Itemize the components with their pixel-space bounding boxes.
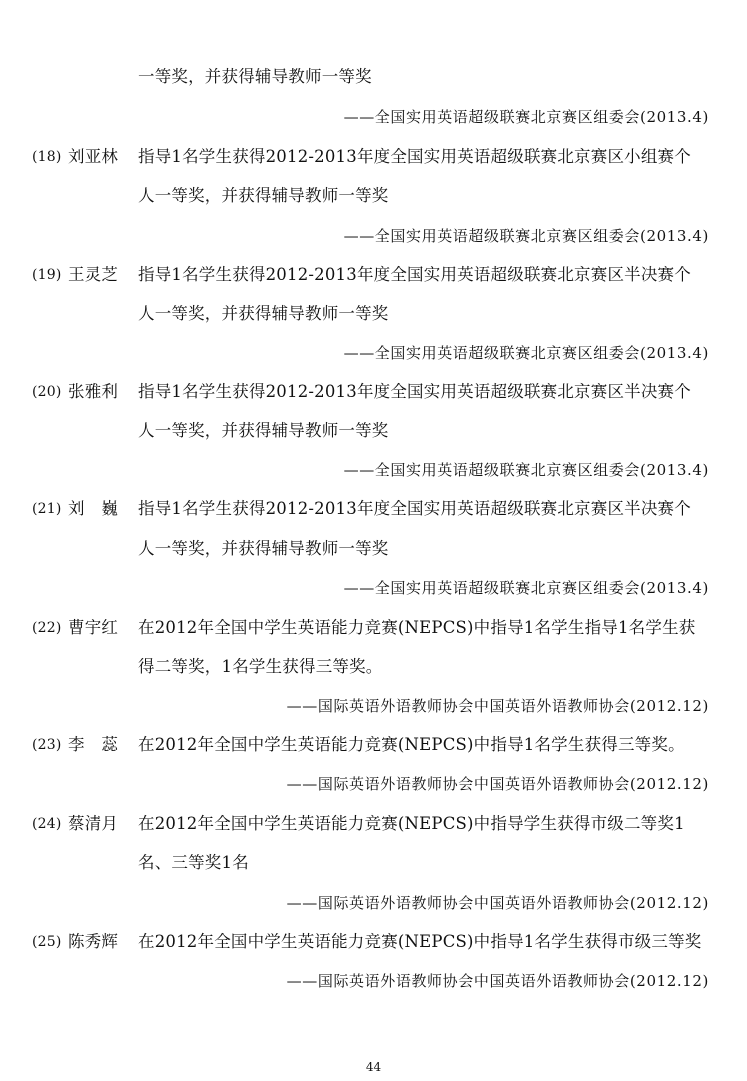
entry-text-line1: 在2012年全国中学生英语能力竞赛(NEPCS)中指导学生获得市级二等奖1 bbox=[138, 814, 685, 833]
entry-22-source: ——国际英语外语教师协会中国英语外语教师协会(2012.12) bbox=[286, 697, 709, 715]
entry-text-line1: 在2012年全国中学生英语能力竞赛(NEPCS)中指导1名学生获得三等奖。 bbox=[138, 735, 685, 754]
entry-name: 陈秀辉 bbox=[68, 932, 119, 951]
entry-number: (21) bbox=[32, 501, 62, 517]
entry-19-source: ——全国实用英语超级联赛北京赛区组委会(2013.4) bbox=[343, 344, 709, 362]
entry-number: (25) bbox=[32, 934, 62, 950]
entry-20-source: ——全国实用英语超级联赛北京赛区组委会(2013.4) bbox=[343, 461, 709, 479]
entry-name: 王灵芝 bbox=[68, 265, 119, 284]
entry-number: (23) bbox=[32, 737, 62, 753]
entry-20-line2: 人一等奖，并获得辅导教师一等奖 bbox=[138, 421, 389, 440]
entry-25-source: ——国际英语外语教师协会中国英语外语教师协会(2012.12) bbox=[286, 972, 709, 990]
entry-name: 张雅利 bbox=[68, 382, 119, 401]
entry-name: 李 蕊 bbox=[68, 735, 119, 754]
entry-22-line2: 得二等奖，1名学生获得三等奖。 bbox=[138, 657, 383, 676]
entry-number: (22) bbox=[32, 620, 62, 636]
entry-text-line1: 在2012年全国中学生英语能力竞赛(NEPCS)中指导1名学生获得市级三等奖 bbox=[138, 932, 702, 951]
entry-text-line1: 指导1名学生获得2012-2013年度全国实用英语超级联赛北京赛区半决赛个 bbox=[138, 499, 691, 518]
intro-source: ——全国实用英语超级联赛北京赛区组委会(2013.4) bbox=[343, 108, 709, 126]
entry-name: 曹宇红 bbox=[68, 618, 119, 637]
entry-21-source: ——全国实用英语超级联赛北京赛区组委会(2013.4) bbox=[343, 579, 709, 597]
entry-21-line2: 人一等奖，并获得辅导教师一等奖 bbox=[138, 539, 389, 558]
entry-text-line1: 指导1名学生获得2012-2013年度全国实用英语超级联赛北京赛区半决赛个 bbox=[138, 265, 691, 284]
entry-24-source: ——国际英语外语教师协会中国英语外语教师协会(2012.12) bbox=[286, 894, 709, 912]
entry-number: (18) bbox=[32, 149, 62, 165]
entry-text-line1: 在2012年全国中学生英语能力竞赛(NEPCS)中指导1名学生指导1名学生获 bbox=[138, 618, 696, 637]
entry-19-line2: 人一等奖，并获得辅导教师一等奖 bbox=[138, 304, 389, 323]
entry-name: 蔡清月 bbox=[68, 814, 119, 833]
entry-18-line2: 人一等奖，并获得辅导教师一等奖 bbox=[138, 186, 389, 205]
entry-name: 刘亚林 bbox=[68, 147, 119, 166]
entry-number: (20) bbox=[32, 384, 62, 400]
intro-continuation: 一等奖，并获得辅导教师一等奖 bbox=[138, 67, 372, 86]
entry-23-source: ——国际英语外语教师协会中国英语外语教师协会(2012.12) bbox=[286, 775, 709, 793]
entry-name: 刘 巍 bbox=[68, 499, 119, 518]
entry-number: (19) bbox=[32, 267, 62, 283]
entry-number: (24) bbox=[32, 816, 62, 832]
entry-text-line1: 指导1名学生获得2012-2013年度全国实用英语超级联赛北京赛区半决赛个 bbox=[138, 382, 691, 401]
entry-text-line1: 指导1名学生获得2012-2013年度全国实用英语超级联赛北京赛区小组赛个 bbox=[138, 147, 691, 166]
entry-18-source: ——全国实用英语超级联赛北京赛区组委会(2013.4) bbox=[343, 227, 709, 245]
entry-24-line2: 名、三等奖1名 bbox=[138, 853, 249, 872]
page-number: 44 bbox=[365, 1060, 382, 1074]
